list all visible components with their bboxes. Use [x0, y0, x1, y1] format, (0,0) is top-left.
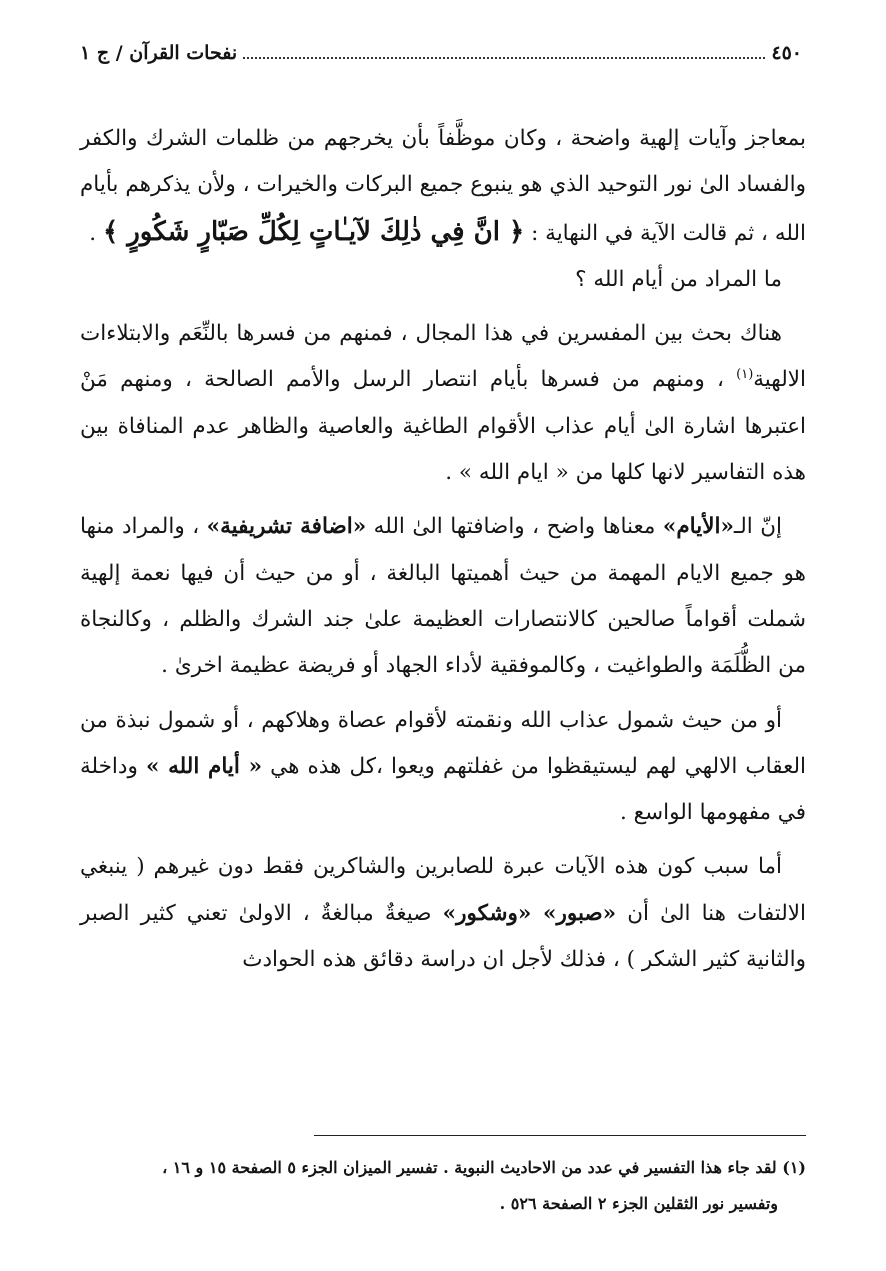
paragraph-6-text-a: أما سبب كون هذه الآيات عبرة للصابرين والشاكرين فقط دون غيرهم ( ينبغي الالتفات هنا الىٰ أن — [80, 854, 806, 926]
page-header — [80, 36, 802, 70]
paragraph-5-text-a: أو من حيث شمول عذاب الله ونقمته لأقوام عصاة وهلاكهم ، أو شمول نبذة من العقاب الالهي لهم ليستيقظوا من غفلتهم ويعوا ،كل هذه هي — [80, 707, 806, 779]
header-dot-leader — [243, 57, 765, 59]
paragraph-4-text-a: إنّ الـ — [733, 514, 782, 540]
paragraph-3 — [80, 311, 806, 496]
footnote-divider — [314, 1135, 806, 1136]
question-text: ما المراد من أيام الله ؟ — [575, 266, 782, 292]
paragraph-1 — [80, 116, 806, 257]
paragraph-6-bold-a: «صبور» «وشكور» — [442, 900, 617, 926]
main-text — [80, 116, 806, 983]
paragraph-3-text-a: هناك بحث بين المفسرين في هذا المجال ، فمنهم من فسرها بالنِّعَم والابتلاءات الالهية — [80, 321, 806, 393]
paragraph-5-text-b: وداخلة في مفهومها الواسع . — [80, 753, 806, 826]
paragraph-1-text: بمعاجز وآيات إلهية واضحة ، وكان موظَّفاً بأن يخرجهم من ظلمات الشرك والكفر والفساد الىٰ نور التوحيد الذي هو ينبوع جميع البركات والخيرات ، ولأن يذكرهم بأيام الله ، ثم قالت الآية في النهاية : — [80, 126, 806, 246]
paragraph-1-end: . — [89, 220, 97, 246]
paragraph-4-text-b: معناها واضح ، واضافتها الىٰ الله — [373, 514, 656, 540]
paragraph-5 — [80, 698, 806, 837]
paragraph-6 — [80, 844, 806, 983]
paragraph-5-bold-a: « أيام الله » — [145, 753, 263, 779]
footnote — [80, 1150, 806, 1222]
paragraph-6-text-b: صيغةٌ مبالغةٌ ، الاولىٰ تعني كثير الصبر والثانية كثير الشكر ) ، فذلك لأجل ان دراسة دقائق هذه الحوادث — [80, 900, 806, 973]
quran-verse: ﴿ انَّ فِي ذٰلِكَ لآيـٰاتٍ لِكُلِّ صَبّارٍ شَكُورٍ ﴾ — [102, 216, 525, 247]
footnote-line-1: (١) لقد جاء هذا التفسير في عدد من الاحاديث النبوية . تفسير الميزان الجزء ٥ الصفحة ١٥ و ١٦ ، — [162, 1158, 806, 1177]
footnote-line-2: وتفسير نور الثقلين الجزء ٢ الصفحة ٥٢٦ . — [499, 1194, 778, 1213]
running-title: نفحات القرآن / ج ١ — [80, 42, 238, 64]
paragraph-3-text-b: ، ومنهم من فسرها بأيام انتصار الرسل والأمم الصالحة ، ومنهم مَنْ اعتبرها اشارة الىٰ أيام عذاب الأقوام الطاغية والعاصية والظاهر عدم المنافاة بين هذه التفاسير لانها كلها من « ايام الله » . — [80, 367, 806, 486]
paragraph-2-question — [80, 257, 806, 303]
footnote-marker[interactable]: (١) — [736, 367, 754, 383]
page-number: ٤٥٠ — [771, 42, 802, 64]
paragraph-4-bold-b: «اضافة تشريفية» — [206, 514, 367, 540]
paragraph-4 — [80, 504, 806, 689]
paragraph-4-bold-a: «الأيام» — [662, 514, 734, 540]
paragraph-4-text-c: ، والمراد منها هو جميع الايام المهمة من حيث أهميتها البالغة ، أو من حيث أن فيها نعمة إلهية شملت أقواماً صالحين كالانتصارات العظيمة علىٰ جند الشرك والظلم ، وكالنجاة من الظُّلَمَة والطواغيت ، وكالموفقية لأداء الجهاد أو فريضة عظيمة اخرىٰ . — [80, 514, 806, 679]
